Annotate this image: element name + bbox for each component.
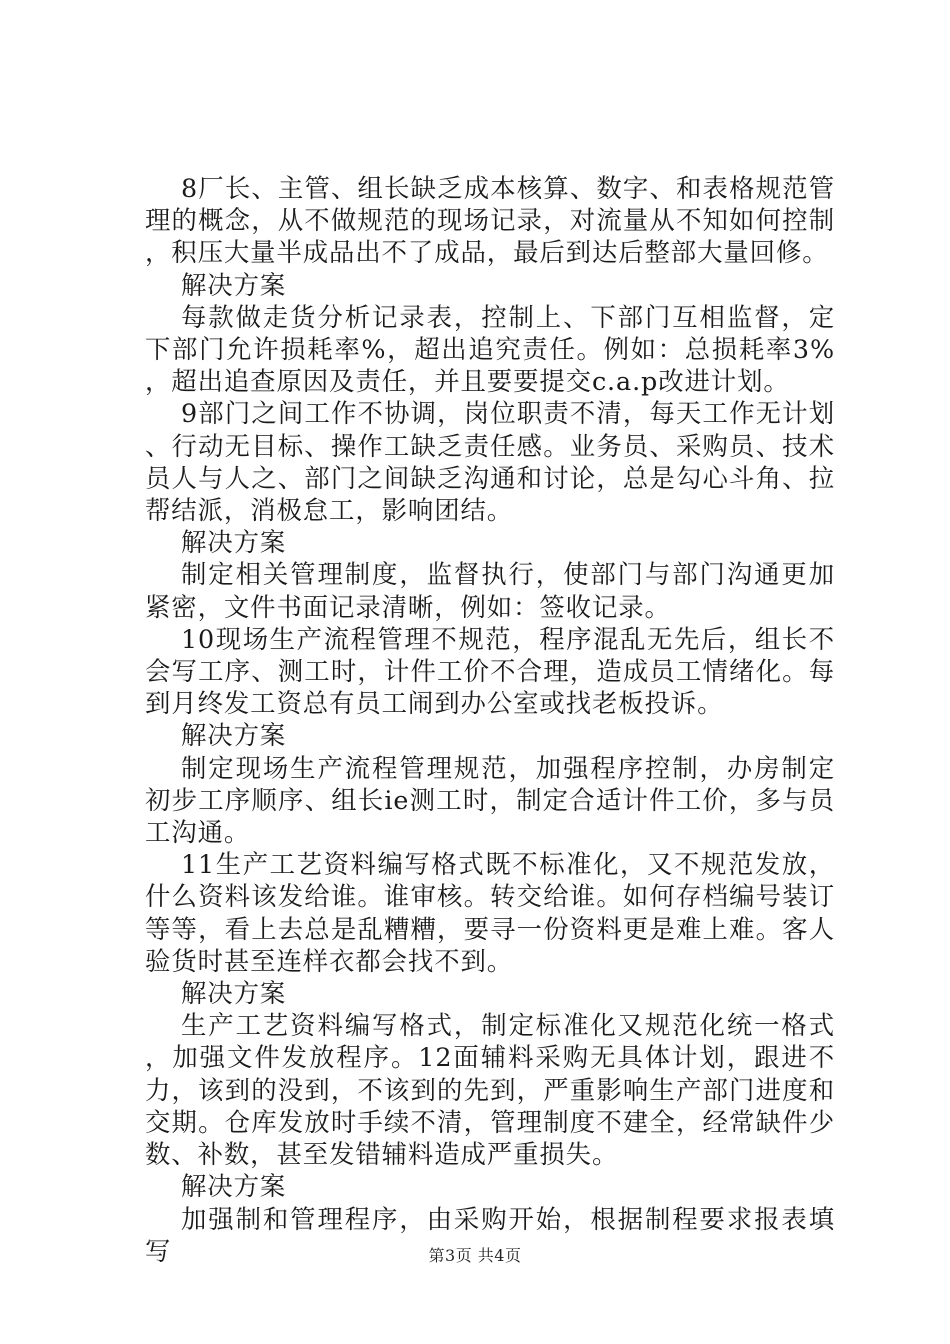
paragraph-solution-8: 每款做走货分析记录表，控制上、下部门互相监督，定下部门允许损耗率%，超出追究责任。例如：总损耗率3%，超出追查原因及责任，并且要要提交c.a.p改进计划。	[145, 301, 835, 397]
document-body	[145, 172, 835, 1267]
paragraph-solution-9: 制定相关管理制度，监督执行，使部门与部门沟通更加紧密，文件书面记录清晰，例如：签收记录。	[145, 559, 835, 622]
solution-heading: 解决方案	[181, 978, 287, 1009]
solution-heading: 解决方案	[181, 269, 287, 300]
solution-heading: 解决方案	[181, 1171, 287, 1202]
solution-heading: 解决方案	[181, 720, 287, 751]
solution-heading: 解决方案	[181, 527, 287, 558]
paragraph-solution-10: 制定现场生产流程管理规范，加强程序控制，办房制定初步工序顺序、组长ie测工时，制定合适计件工价，多与员工沟通。	[145, 752, 835, 848]
paragraph-solution-12: 加强制和管理程序，由采购开始，根据制程要求报表填写	[145, 1203, 835, 1266]
paragraph-solution-11-and-item-12: 生产工艺资料编写格式，制定标准化又规范化统一格式，加强文件发放程序。12面辅料采购无具体计划，跟进不力，该到的没到，不该到的先到，严重影响生产部门进度和交期。仓库发放时手续不清，管理制度不建全，经常缺件少数、补数，甚至发错辅料造成严重损失。	[145, 1010, 835, 1170]
page-number-footer: 第3页 共4页	[428, 1246, 522, 1265]
paragraph-item-10-issue: 10现场生产流程管理不规范，程序混乱无先后，组长不会写工序、测工时，计件工价不合理，造成员工情绪化。每到月终发工资总有员工闹到办公室或找老板投诉。	[145, 623, 835, 719]
paragraph-item-9-issue: 9部门之间工作不协调，岗位职责不清，每天工作无计划、行动无目标、操作工缺乏责任感。业务员、采购员、技术员人与人之、部门之间缺乏沟通和讨论，总是勾心斗角、拉帮结派，消极怠工，影响团结。	[145, 398, 835, 526]
paragraph-item-8-issue: 8厂长、主管、组长缺乏成本核算、数字、和表格规范管理的概念，从不做规范的现场记录，对流量从不知如何控制，积压大量半成品出不了成品，最后到达后整部大量回修。	[145, 173, 835, 268]
paragraph-item-11-issue: 11生产工艺资料编写格式既不标准化，又不规范发放，什么资料该发给谁。谁审核。转交给谁。如何存档编号装订等等，看上去总是乱糟糟，要寻一份资料更是难上难。客人验货时甚至连样衣都会找不到。	[145, 849, 835, 976]
